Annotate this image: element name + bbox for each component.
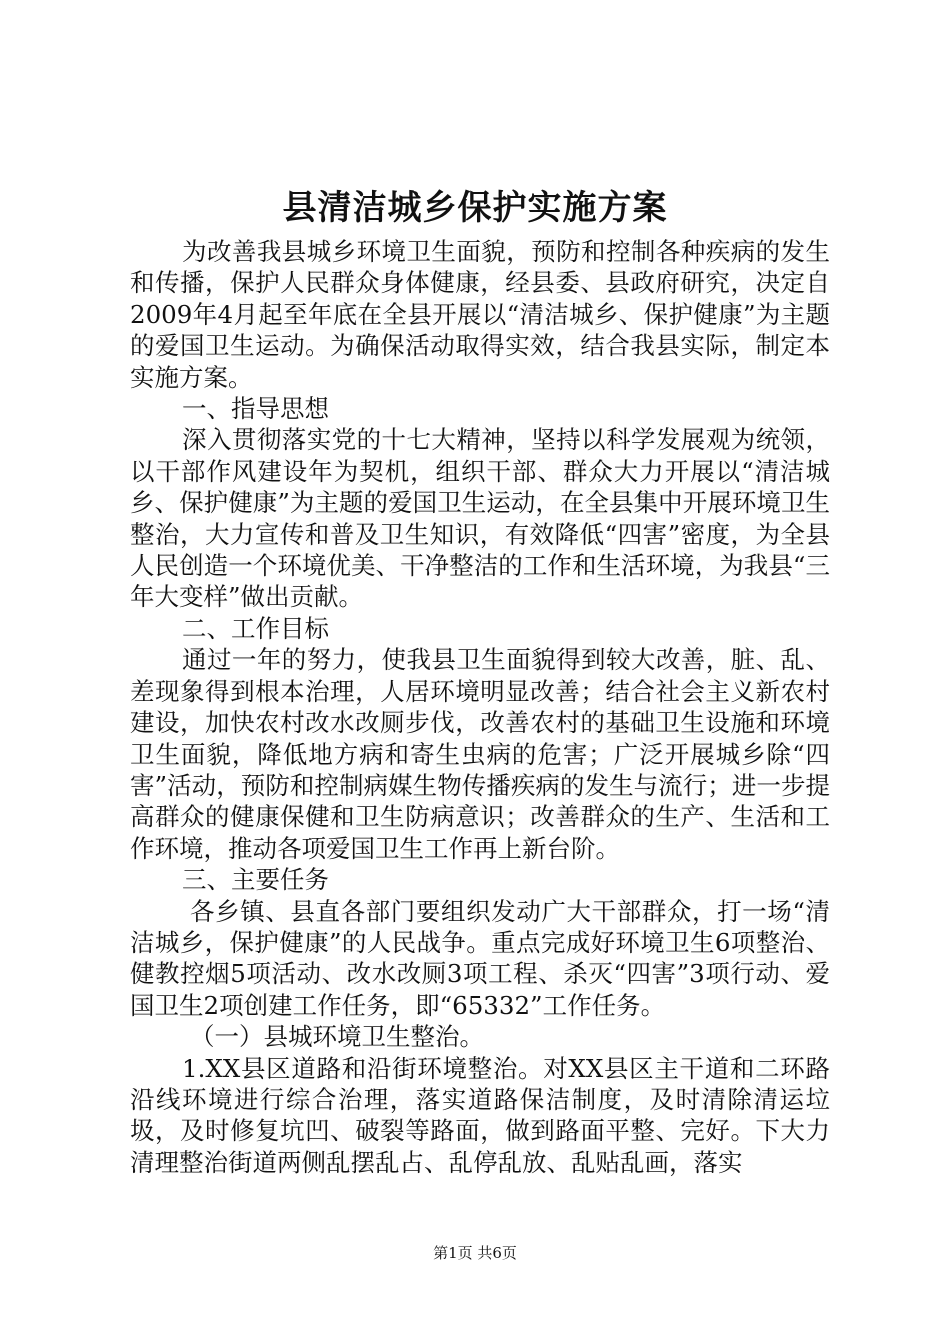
- section-heading-guiding-thought: 一、指导思想: [182, 394, 329, 424]
- subsection-heading-county-sanitation: （一）县城环境卫生整治。: [190, 1022, 484, 1052]
- section-heading-main-tasks: 三、主要任务: [182, 865, 329, 895]
- intro-paragraph: 为改善我县城乡环境卫生面貌，预防和控制各种疾病的发生和传播，保护人民群众身体健康，经县委、县政府研究，决定自2009年4月起至年底在全县开展以“清洁城乡、保护健康”为主题的爱国卫生运动。为确保活动取得实效，结合我县实际，制定本实施方案。: [130, 237, 830, 392]
- work-goals-paragraph: 通过一年的努力，使我县卫生面貌得到较大改善，脏、乱、差现象得到根本治理，人居环境明显改善；结合社会主义新农村建设，加快农村改水改厕步伐，改善农村的基础卫生设施和环境卫生面貌，降低地方病和寄生虫病的危害；广泛开展城乡除“四害”活动，预防和控制病媒生物传播疾病的发生与流行；进一步提高群众的健康保健和卫生防病意识；改善群众的生产、生活和工作环境，推动各项爱国卫生工作再上新台阶。: [130, 645, 830, 863]
- page-number-footer: 第1页 共6页: [433, 1244, 517, 1262]
- item-1-paragraph: 1.XX县区道路和沿街环境整治。对XX县区主干道和二环路沿线环境进行综合治理，落实道路保洁制度，及时清除清运垃圾，及时修复坑凹、破裂等路面，做到路面平整、完好。下大力清理整治街道两侧乱摆乱占、乱停乱放、乱贴乱画，落实: [130, 1053, 830, 1177]
- document-body: [130, 236, 830, 1178]
- section-heading-work-goals: 二、工作目标: [182, 613, 329, 643]
- main-tasks-paragraph: 各乡镇、县直各部门要组织发动广大干部群众，打一场“清洁城乡，保护健康”的人民战争。重点完成好环境卫生6项整治、健教控烟5项活动、改水改厕3项工程、杀灭“四害”3项行动、爱国卫生2项创建工作任务，即“65332”工作任务。: [130, 896, 830, 1020]
- guiding-thought-paragraph: 深入贯彻落实党的十七大精神，坚持以科学发展观为统领，以干部作风建设年为契机，组织干部、群众大力开展以“清洁城乡、保护健康”为主题的爱国卫生运动，在全县集中开展环境卫生整治，大力宣传和普及卫生知识，有效降低“四害”密度，为全县人民创造一个环境优美、干净整洁的工作和生活环境，为我县“三年大变样”做出贡献。: [130, 425, 830, 612]
- document-title: 县清洁城乡保护实施方案: [282, 188, 668, 228]
